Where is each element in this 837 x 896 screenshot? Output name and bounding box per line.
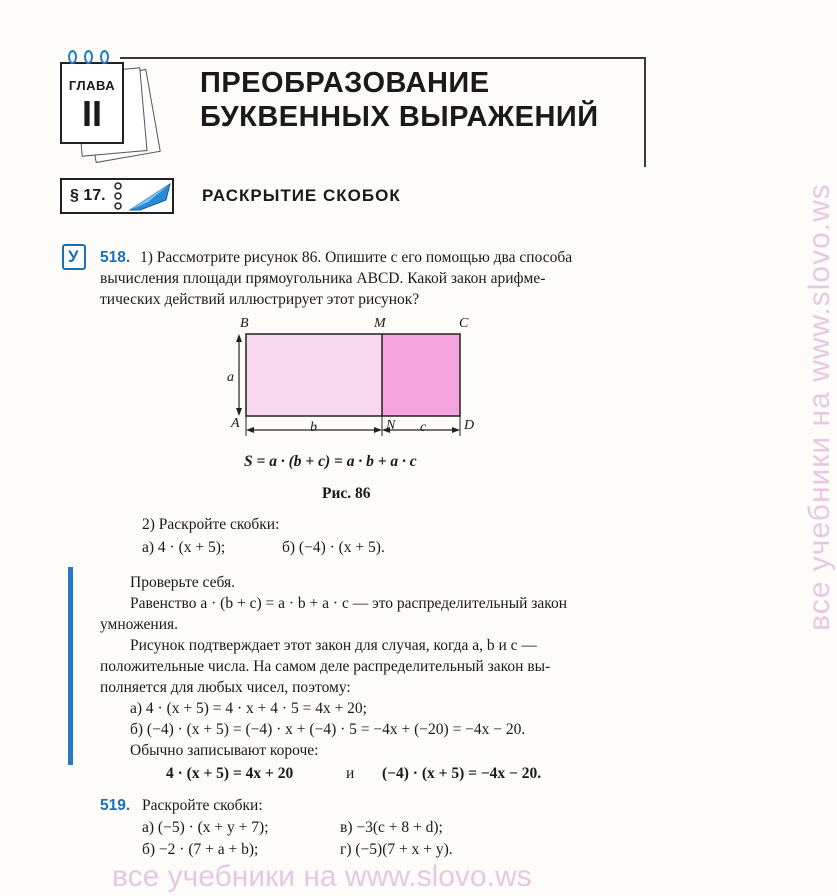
exercise-518-line2: вычисления площади прямоугольника ABCD. Какой закон арифме- (100, 270, 546, 287)
point-n-label: N (386, 418, 396, 433)
exercise-518-line3: тических действий иллюстрирует этот рисунок? (100, 291, 420, 308)
exercise-518-part2-b: б) (−4) · (x + 5). (282, 539, 385, 556)
exercise-519-number: 519. (100, 797, 131, 814)
exercise-518-number: 518. (100, 249, 131, 266)
notebook-rings-icon (112, 178, 124, 214)
check-line5: полняется для любых чисел, поэтому: (100, 679, 351, 696)
figure-86 (220, 312, 490, 440)
check-short-formula-2: (−4) · (x + 5) = −4x − 20. (382, 765, 542, 782)
watermark-vertical: все учебники на www.slovo.ws (803, 183, 836, 631)
watermark-bottom: все учебники на www.slovo.ws (112, 860, 532, 893)
side-b-label: b (310, 420, 317, 435)
point-c-label: C (459, 316, 469, 331)
check-line2: умножения. (100, 616, 178, 633)
pencil-paper-icon (126, 180, 174, 214)
exercise-518-line1: 1) Рассмотрите рисунок 86. Опишите с его помощью два способа (140, 249, 573, 266)
check-line3: Рисунок подтверждает этот закон для случая, когда a, b и c — (130, 637, 537, 654)
check-line7: б) (−4) · (x + 5) = (−4) · x + (−4) · 5 = −4x + (−20) = −4x − 20. (130, 721, 526, 738)
exercise-519-g: г) (−5)(7 + x + y). (340, 841, 453, 858)
check-line8: Обычно записывают короче: (130, 742, 319, 759)
exercise-519-a: а) (−5) · (x + y + 7); (142, 819, 269, 836)
exercise-518-part2-title: 2) Раскройте скобки: (142, 516, 280, 533)
chapter-label: ГЛАВА (68, 78, 116, 93)
exercise-519-title: Раскройте скобки: (142, 797, 263, 814)
check-line1: Равенство a · (b + c) = a · b + a · c — это распределительный закон (130, 595, 568, 612)
section-title: РАСКРЫТИЕ СКОБОК (202, 186, 401, 205)
rect-ab (246, 334, 382, 416)
chapter-title: ПРЕОБРАЗОВАНИЕ БУКВЕННЫХ ВЫРАЖЕНИЙ (200, 67, 599, 133)
section-badge (60, 178, 174, 214)
point-d-label: D (464, 418, 475, 433)
u-badge-icon: У (62, 244, 86, 270)
section-label: § 17. (70, 187, 106, 204)
exercise-519-v: в) −3(c + 8 + d); (340, 819, 443, 836)
point-m-label: M (374, 316, 386, 331)
exercise-519-b: б) −2 · (7 + a + b); (142, 841, 259, 858)
figure-formula: S = a · (b + c) = a · b + a · c (244, 453, 417, 470)
point-a-label: A (231, 416, 240, 431)
point-b-label: B (240, 316, 249, 331)
check-line4: положительные числа. На самом деле распределительный закон вы- (100, 658, 551, 675)
header-rule-right (644, 57, 646, 167)
check-title: Проверьте себя. (130, 574, 236, 591)
check-and: и (346, 765, 355, 782)
header-rule-top (120, 57, 644, 59)
side-a-label: a (227, 370, 234, 385)
check-side-bar (68, 567, 73, 765)
check-short-formula-1: 4 · (x + 5) = 4x + 20 (166, 765, 294, 782)
side-c-label: c (420, 420, 427, 435)
rect-ac (382, 334, 460, 416)
check-line6: а) 4 · (x + 5) = 4 · x + 4 · 5 = 4x + 20; (130, 700, 367, 717)
exercise-518-part2-a: а) 4 · (x + 5); (142, 539, 226, 556)
chapter-badge (60, 62, 124, 144)
chapter-number: II (81, 93, 102, 134)
figure-caption: Рис. 86 (322, 485, 371, 502)
